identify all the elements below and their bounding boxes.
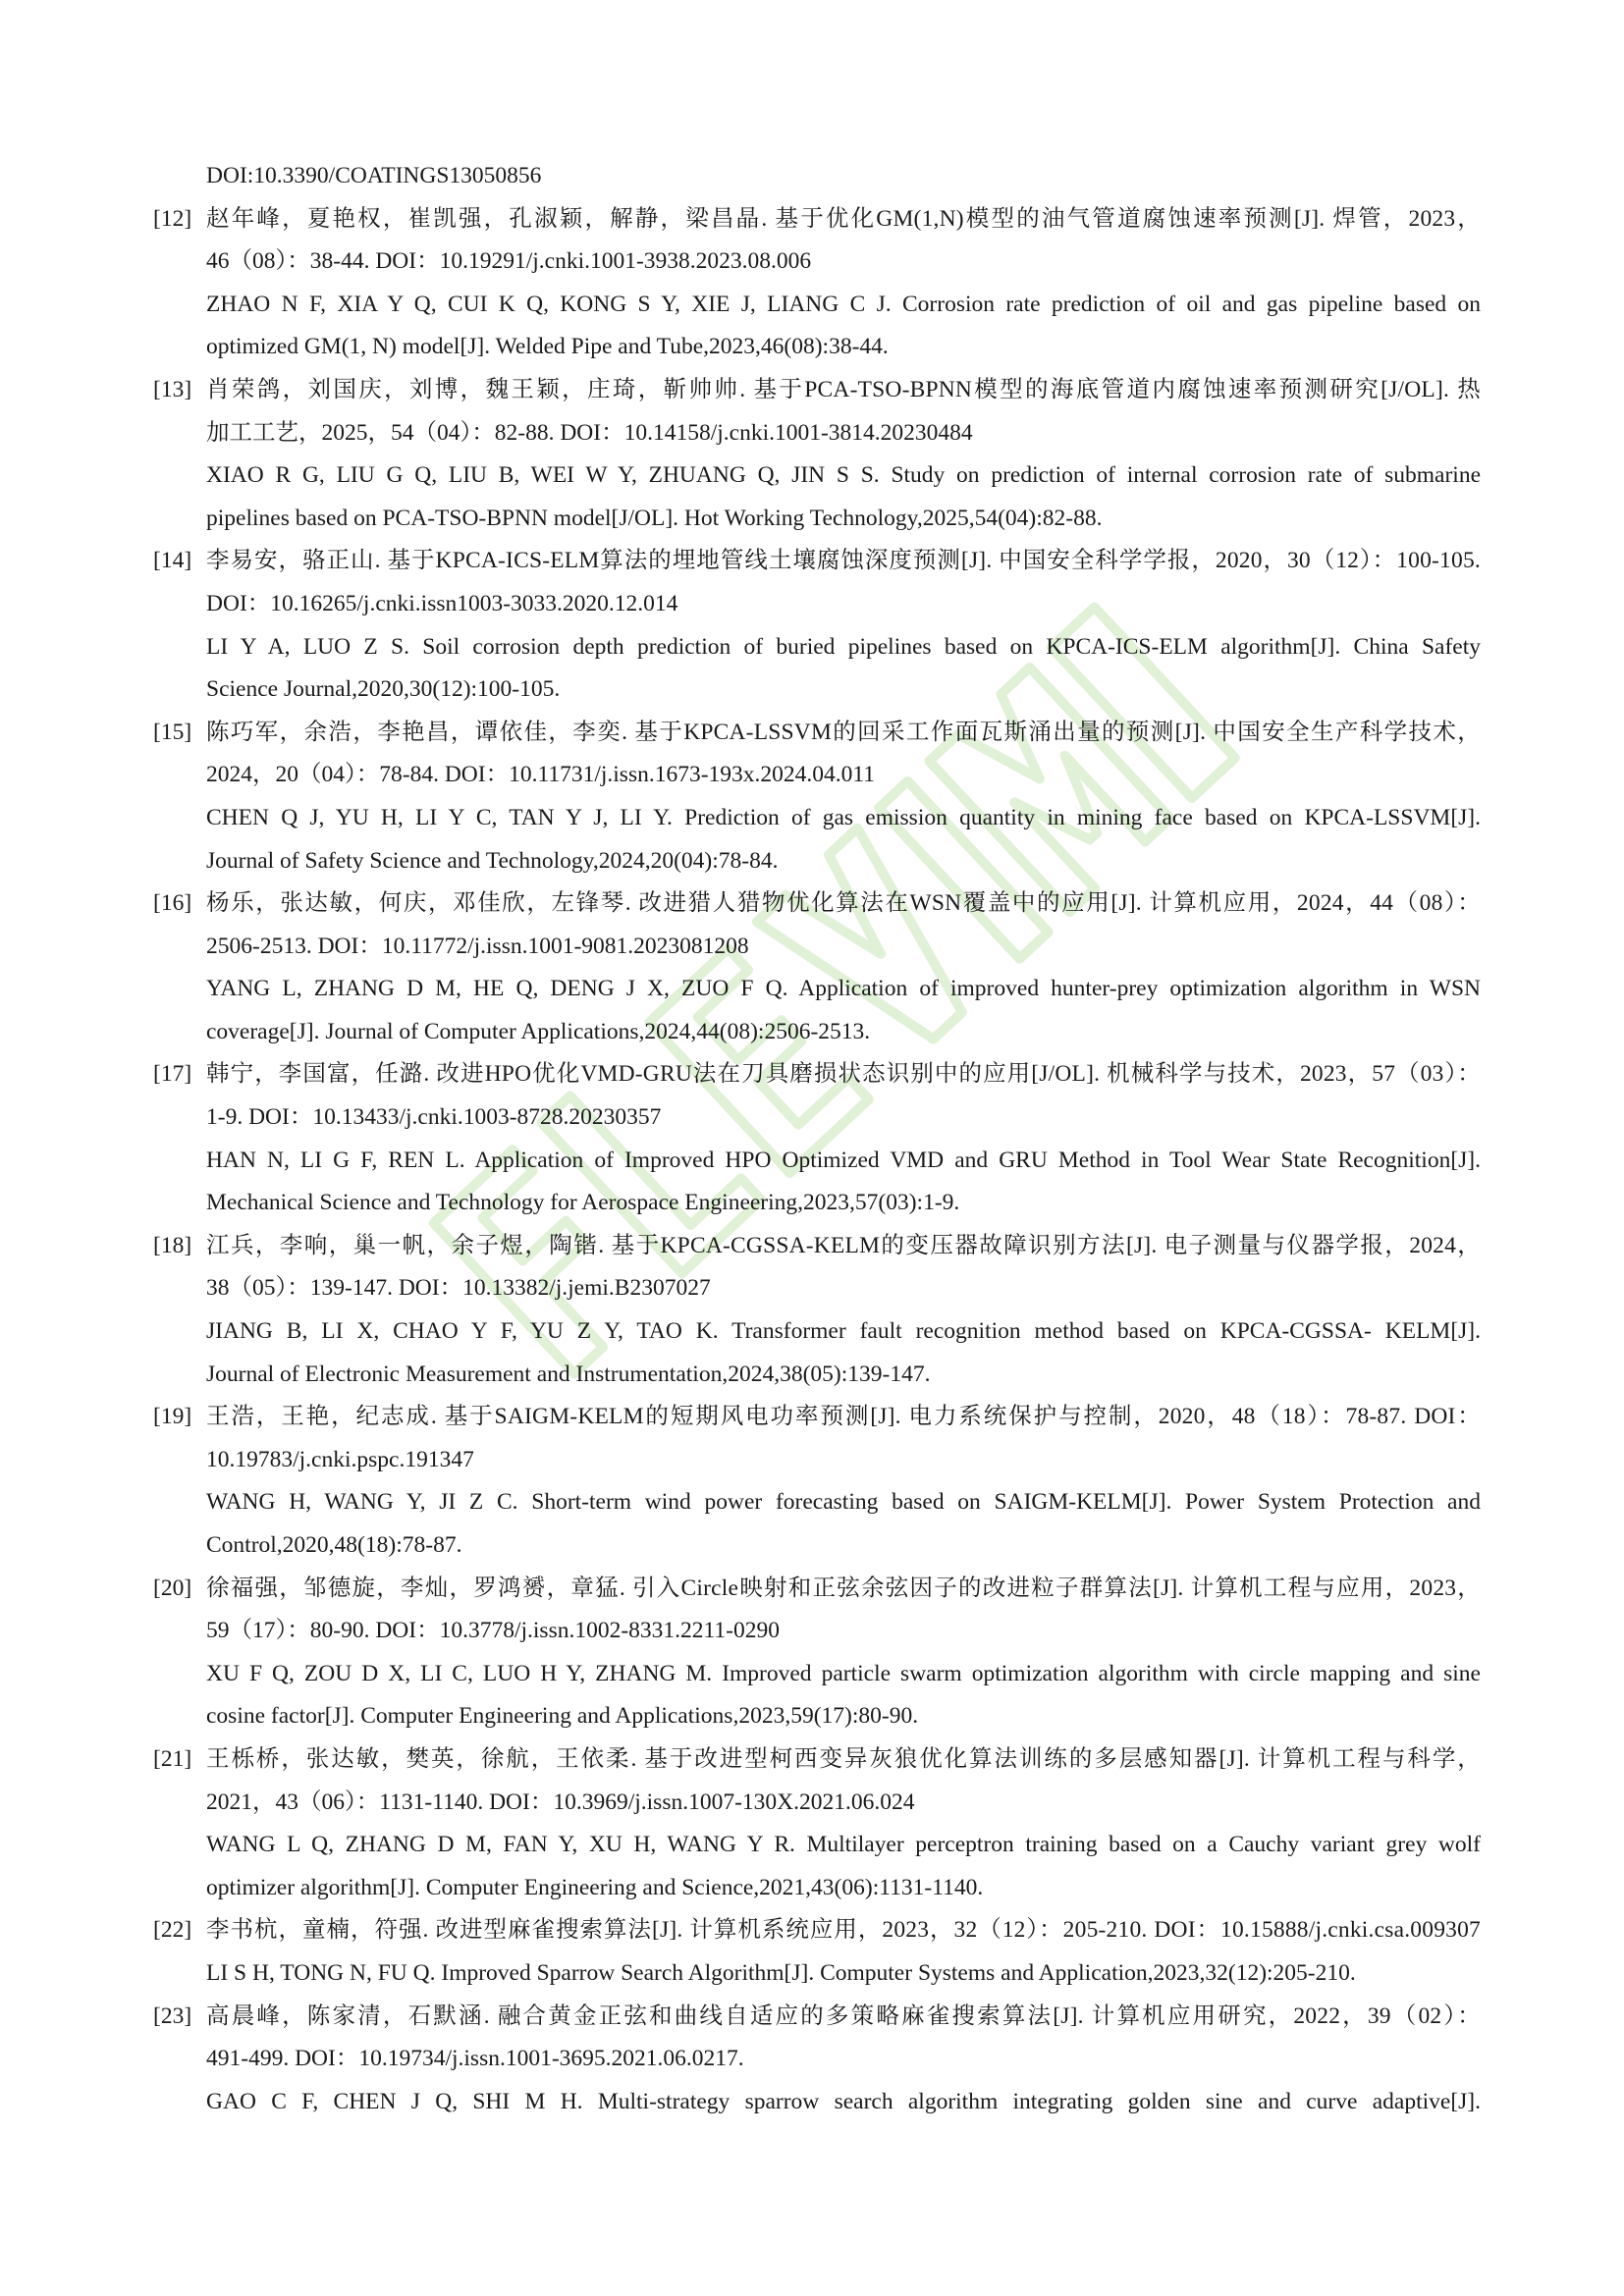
reference-line: WANG H, WANG Y, JI Z C. Short-term wind power forecasting based on SAIGM-KELM[J]. Power System Protection and (206, 1489, 1481, 1516)
reference-number: [18] (153, 1232, 192, 1258)
reference-line: Journal of Safety Science and Technology,2024,20(04):78-84. (206, 847, 779, 874)
reference-line: GAO C F, CHEN J Q, SHI M H. Multi-strategy sparrow search algorithm integrating golden sine and curve adaptive[J]. (206, 2088, 1481, 2114)
reference-line: optimized GM(1, N) model[J]. Welded Pipe and Tube,2023,46(08):38-44. (206, 334, 889, 360)
reference-item (153, 882, 1481, 1053)
reference-number: [23] (153, 2002, 192, 2029)
reference-body (206, 1396, 1481, 1567)
reference-line: 1-9. DOI：10.13433/j.cnki.1003-8728.20230357 (206, 1104, 662, 1131)
reference-line: 491-499. DOI：10.19734/j.issn.1001-3695.2021.06.0217. (206, 2046, 744, 2072)
reference-line: 韩宁，李国富，任潞. 改进HPO优化VMD-GRU法在刀具磨损状态识别中的应用[J/OL]. 机械科学与技术，2023，57（03）： (206, 1061, 1481, 1088)
reference-line: WANG L Q, ZHANG D M, FAN Y, XU H, WANG Y R. Multilayer perceptron training based on a Cauchy variant grey wolf (206, 1832, 1481, 1858)
reference-line: 李书杭，童楠，符强. 改进型麻雀搜索算法[J]. 计算机系统应用，2023，32（12）：205-210. DOI：10.15888/j.cnki.csa.009307 (206, 1917, 1481, 1944)
reference-line: 加工工艺，2025，54（04）：82-88. DOI：10.14158/j.cnki.1001-3814.20230484 (206, 419, 973, 446)
reference-line: YANG L, ZHANG D M, HE Q, DENG J X, ZUO F Q. Application of improved hunter-prey optimization algorithm in WSN (206, 976, 1481, 1002)
reference-line: XIAO R G, LIU G Q, LIU B, WEI W Y, ZHUANG Q, JIN S S. Study on prediction of internal corrosion rate of submarine (206, 462, 1481, 489)
reference-line: 38（05）：139-147. DOI：10.13382/j.jemi.B2307027 (206, 1275, 711, 1302)
reference-line: 王浩，王艳，纪志成. 基于SAIGM-KELM的短期风电功率预测[J]. 电力系统保护与控制，2020，48（18）：78-87. DOI： (206, 1404, 1481, 1430)
reference-line: Mechanical Science and Technology for Aerospace Engineering,2023,57(03):1-9. (206, 1190, 960, 1216)
reference-line: XU F Q, ZOU D X, LI C, LUO H Y, ZHANG M. Improved particle swarm optimization algorithm with circle mapping and sine (206, 1660, 1481, 1686)
reference-line: 10.19783/j.cnki.pspc.191347 (206, 1446, 474, 1472)
reference-list (153, 155, 1481, 2123)
reference-line: HAN N, LI G F, REN L. Application of Improved HPO Optimized VMD and GRU Method in Tool Wear State Recognition[J]. (206, 1147, 1481, 1173)
reference-body (206, 1738, 1481, 1909)
reference-line: 肖荣鸽，刘国庆，刘博，魏王颖，庄琦，靳帅帅. 基于PCA-TSO-BPNN模型的海底管道内腐蚀速率预测研究[J/OL]. 热 (206, 376, 1481, 402)
reference-item (153, 1568, 1481, 1738)
reference-item (153, 1909, 1481, 1995)
reference-line: LI S H, TONG N, FU Q. Improved Sparrow Search Algorithm[J]. Computer Systems and Application,2023,32(12):205-210. (206, 1959, 1356, 1986)
reference-item (153, 1738, 1481, 1909)
reference-line: 2506-2513. DOI：10.11772/j.issn.1001-9081.2023081208 (206, 933, 749, 959)
reference-item (153, 1396, 1481, 1567)
reference-item (153, 369, 1481, 540)
reference-line: 赵年峰，夏艳权，崔凯强，孔淑颖，解静，梁昌晶. 基于优化GM(1,N)模型的油气管道腐蚀速率预测[J]. 焊管，2023， (206, 205, 1481, 232)
reference-line: CHEN Q J, YU H, LI Y C, TAN Y J, LI Y. Prediction of gas emission quantity in mining face based on KPCA-LSSVM[J]. (206, 804, 1481, 830)
reference-number: [14] (153, 548, 192, 574)
reference-item (153, 198, 1481, 369)
reference-number: [12] (153, 205, 192, 232)
reference-item (153, 1996, 1481, 2124)
reference-line: 徐福强，邹德旋，李灿，罗鸿赟，章猛. 引入Circle映射和正弦余弦因子的改进粒子群算法[J]. 计算机工程与应用，2023， (206, 1575, 1481, 1601)
reference-line: 46（08）：38-44. DOI：10.19291/j.cnki.1001-3938.2023.08.006 (206, 248, 812, 275)
reference-line: 2021，43（06）：1131-1140. DOI：10.3969/j.issn.1007-130X.2021.06.024 (206, 1789, 915, 1815)
reference-item (153, 1225, 1481, 1396)
reference-body (206, 1996, 1481, 2124)
reference-line: Science Journal,2020,30(12):100-105. (206, 676, 561, 703)
reference-body (206, 1909, 1481, 1995)
reference-line: 高晨峰，陈家清，石默涵. 融合黄金正弦和曲线自适应的多策略麻雀搜索算法[J]. 计算机应用研究，2022，39（02）： (206, 2002, 1481, 2029)
reference-number: [19] (153, 1404, 192, 1430)
reference-line: 李易安，骆正山. 基于KPCA-ICS-ELM算法的埋地管线土壤腐蚀深度预测[J]. 中国安全科学学报，2020，30（12）：100-105. (206, 548, 1481, 574)
reference-number: [16] (153, 890, 192, 917)
reference-number: [15] (153, 719, 192, 745)
reference-body (206, 540, 1481, 711)
reference-line: cosine factor[J]. Computer Engineering and Applications,2023,59(17):80-90. (206, 1703, 919, 1730)
reference-item (153, 1053, 1481, 1224)
reference-body (206, 369, 1481, 540)
reference-number: [20] (153, 1575, 192, 1601)
reference-item (153, 712, 1481, 882)
continued-doi-line: DOI:10.3390/COATINGS13050856 (206, 163, 542, 188)
reference-line: 陈巧军，余浩，李艳昌，谭依佳，李奕. 基于KPCA-LSSVM的回采工作面瓦斯涌出量的预测[J]. 中国安全生产科学技术， (206, 719, 1481, 745)
reference-body (206, 1053, 1481, 1224)
reference-body (206, 712, 1481, 882)
reference-line: Control,2020,48(18):78-87. (206, 1532, 462, 1558)
reference-line: 杨乐，张达敏，何庆，邓佳欣，左锋琴. 改进猎人猎物优化算法在WSN覆盖中的应用[J]. 计算机应用，2024，44（08）： (206, 890, 1481, 917)
reference-line: LI Y A, LUO Z S. Soil corrosion depth prediction of buried pipelines based on KPCA-ICS-ELM algorithm[J]. China Safety (206, 633, 1481, 660)
reference-line: pipelines based on PCA-TSO-BPNN model[J/OL]. Hot Working Technology,2025,54(04):82-88. (206, 505, 1103, 531)
reference-line: Journal of Electronic Measurement and Instrumentation,2024,38(05):139-147. (206, 1361, 931, 1387)
reference-body (206, 198, 1481, 369)
reference-body (206, 1568, 1481, 1738)
reference-number: [22] (153, 1917, 192, 1944)
reference-body (206, 1225, 1481, 1396)
reference-line: 2024，20（04）：78-84. DOI：10.11731/j.issn.1673-193x.2024.04.011 (206, 762, 876, 788)
reference-line: JIANG B, LI X, CHAO Y F, YU Z Y, TAO K. Transformer fault recognition method based on KPCA-CGSSA- KELM[J]. (206, 1318, 1481, 1345)
reference-line: ZHAO N F, XIA Y Q, CUI K Q, KONG S Y, XIE J, LIANG C J. Corrosion rate prediction of oil and gas pipeline based on (206, 291, 1481, 317)
reference-line: 江兵，李响，巢一帆，余子煜，陶锴. 基于KPCA-CGSSA-KELM的变压器故障识别方法[J]. 电子测量与仪器学报，2024， (206, 1232, 1481, 1258)
reference-number: [13] (153, 376, 192, 402)
reference-line: coverage[J]. Journal of Computer Applications,2024,44(08):2506-2513. (206, 1018, 871, 1044)
reference-line: 王栎桥，张达敏，樊英，徐航，王依柔. 基于改进型柯西变异灰狼优化算法训练的多层感知器[J]. 计算机工程与科学， (206, 1745, 1481, 1772)
reference-number: [21] (153, 1745, 192, 1772)
reference-line: 59（17）：80-90. DOI：10.3778/j.issn.1002-8331.2211-0290 (206, 1618, 781, 1644)
reference-number: [17] (153, 1061, 192, 1088)
reference-line: DOI：10.16265/j.cnki.issn1003-3033.2020.12.014 (206, 590, 678, 616)
reference-body (206, 882, 1481, 1053)
reference-item (153, 540, 1481, 711)
reference-line: optimizer algorithm[J]. Computer Engineering and Science,2021,43(06):1131-1140. (206, 1874, 984, 1900)
